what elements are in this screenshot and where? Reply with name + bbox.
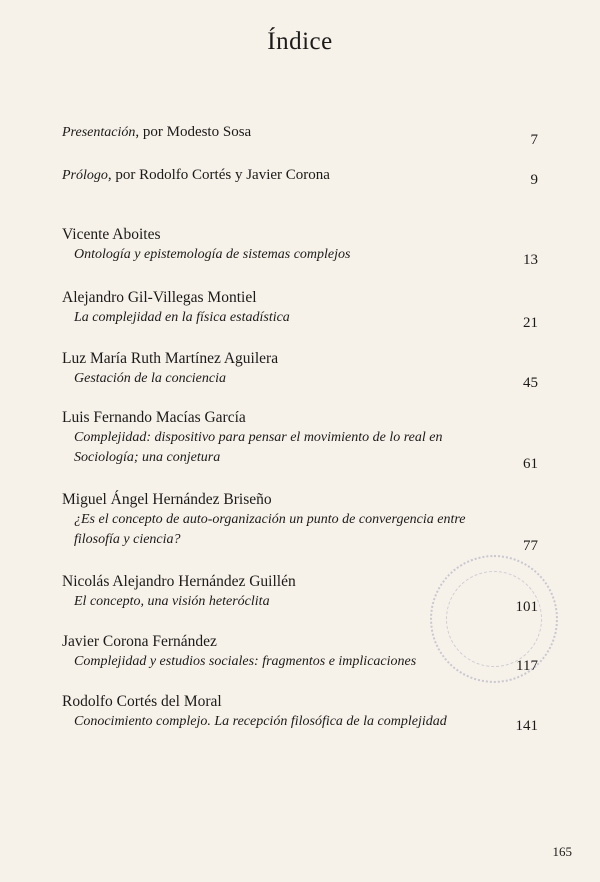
toc-front-entry (62, 165, 538, 186)
entry-title: Conocimiento complejo. La recepción filosófica de la complejidad (74, 714, 447, 729)
entry-title: ¿Es el concepto de auto-organización un punto de convergencia entre filosofía y ciencia? (74, 512, 466, 547)
toc-front-entry (62, 122, 538, 148)
page-number: 9 (530, 172, 538, 188)
entry-title: La complejidad en la física estadística (74, 310, 290, 325)
front-entry-byline: , por Rodolfo Cortés y Javier Corona (107, 167, 330, 183)
page-number: 141 (515, 718, 538, 734)
page-number: 13 (523, 252, 538, 268)
toc-entry (62, 349, 538, 389)
front-entry-byline: , por Modesto Sosa (135, 124, 252, 140)
front-entry-title: Presentación (62, 125, 136, 140)
entry-title: Gestación de la conciencia (74, 371, 227, 386)
entry-author: Alejandro Gil-Villegas Montiel (62, 289, 257, 306)
toc-entry (62, 572, 538, 615)
entry-title: Ontología y epistemología de sistemas complejos (74, 247, 351, 262)
toc-entry (62, 632, 538, 672)
page-number: 21 (523, 315, 538, 331)
front-entry-title: Prólogo (62, 168, 108, 183)
toc-entry (62, 408, 538, 472)
page-number: 61 (523, 456, 538, 472)
toc-entry (62, 288, 538, 331)
page-number: 101 (515, 599, 538, 615)
toc-entry (62, 225, 538, 268)
entry-author: Rodolfo Cortés del Moral (62, 693, 222, 710)
entry-author: Luz María Ruth Martínez Aguilera (62, 350, 279, 367)
entry-author: Luis Fernando Macías García (62, 409, 246, 426)
page-number: 45 (523, 375, 538, 391)
toc-entry (62, 490, 538, 554)
page-title: Índice (267, 28, 333, 55)
page-number: 7 (530, 132, 538, 148)
entry-author: Javier Corona Fernández (62, 633, 217, 650)
toc-entry (62, 692, 538, 732)
page-number: 117 (516, 658, 538, 674)
entry-author: Nicolás Alejandro Hernández Guillén (62, 573, 296, 590)
page-number: 77 (523, 538, 538, 554)
entry-title: El concepto, una visión heteróclita (74, 594, 270, 609)
entry-title: Complejidad y estudios sociales: fragmentos e implicaciones (74, 654, 417, 669)
folio-page-number: 165 (552, 844, 572, 859)
entry-author: Vicente Aboites (62, 226, 161, 243)
entry-author: Miguel Ángel Hernández Briseño (62, 491, 272, 508)
entry-title: Complejidad: dispositivo para pensar el movimiento de lo real en Sociología; una conjetura (74, 430, 443, 465)
